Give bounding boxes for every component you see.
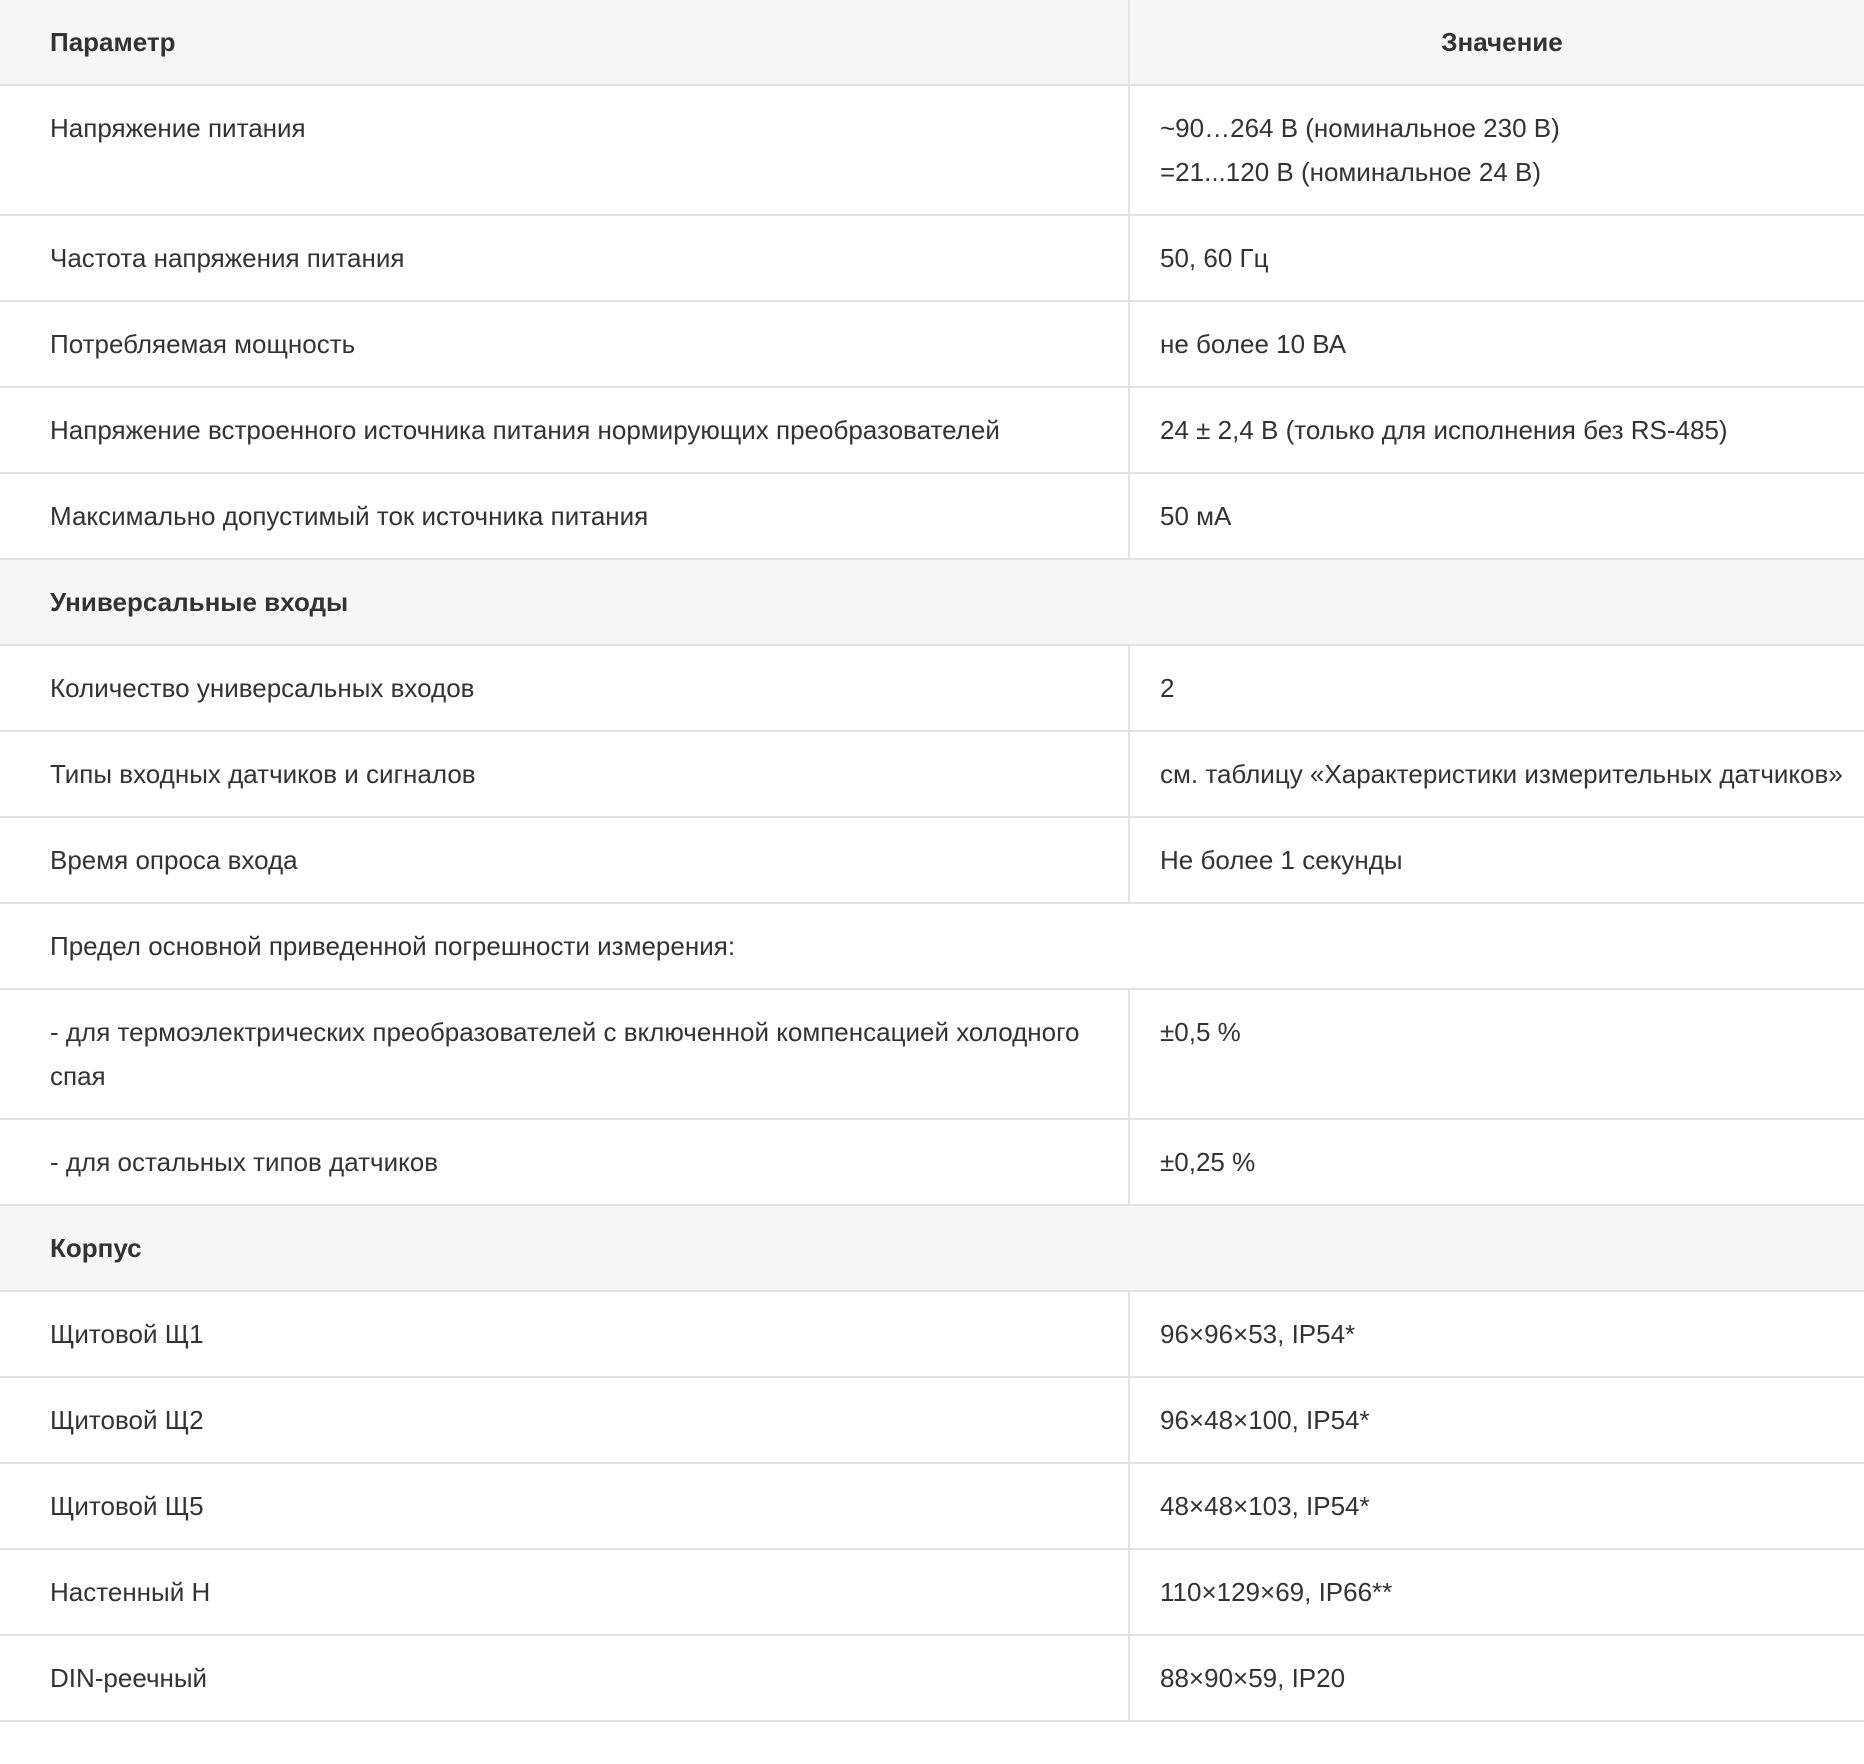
value-cell: 2 <box>1129 645 1864 731</box>
value-cell: 24 ± 2,4 В (только для исполнения без RS-485) <box>1129 387 1864 473</box>
value-cell: ±0,25 % <box>1129 1119 1864 1205</box>
value-cell: см. таблицу «Характеристики измерительных датчиков» <box>1129 731 1864 817</box>
section-title: Корпус <box>0 1205 1129 1291</box>
value-cell: 96×96×53, IP54* <box>1129 1291 1864 1377</box>
table-row <box>0 1119 1864 1205</box>
param-cell: DIN-реечный <box>0 1635 1129 1721</box>
table-row <box>0 1635 1864 1721</box>
table-row <box>0 387 1864 473</box>
table-row <box>0 1377 1864 1463</box>
param-cell: Настенный Н <box>0 1549 1129 1635</box>
table-row <box>0 645 1864 731</box>
table-row <box>0 1463 1864 1549</box>
column-header-parameter: Параметр <box>0 0 1129 85</box>
param-cell: Максимально допустимый ток источника питания <box>0 473 1129 559</box>
param-cell: Щитовой Щ2 <box>0 1377 1129 1463</box>
param-cell: Напряжение встроенного источника питания нормирующих преобразователей <box>0 387 1129 473</box>
table-row <box>0 989 1864 1119</box>
param-cell: - для остальных типов датчиков <box>0 1119 1129 1205</box>
param-cell: - для термоэлектрических преобразователей с включенной компенсацией холодного спая <box>0 989 1129 1119</box>
section-row-universal-inputs <box>0 559 1864 645</box>
column-header-value: Значение <box>1129 0 1864 85</box>
value-line: =21...120 В (номинальное 24 В) <box>1160 157 1541 187</box>
value-cell: 48×48×103, IP54* <box>1129 1463 1864 1549</box>
param-cell: Потребляемая мощность <box>0 301 1129 387</box>
value-line: ~90…264 В (номинальное 230 В) <box>1160 113 1560 143</box>
value-cell: не более 10 ВА <box>1129 301 1864 387</box>
table-row <box>0 301 1864 387</box>
table-row <box>0 817 1864 903</box>
param-cell: Время опроса входа <box>0 817 1129 903</box>
table-row <box>0 215 1864 301</box>
value-cell: 88×90×59, IP20 <box>1129 1635 1864 1721</box>
value-cell: 96×48×100, IP54* <box>1129 1377 1864 1463</box>
value-cell: 50, 60 Гц <box>1129 215 1864 301</box>
table-row <box>0 1549 1864 1635</box>
value-cell: 50 мА <box>1129 473 1864 559</box>
section-title: Универсальные входы <box>0 559 1129 645</box>
param-cell-wide: Предел основной приведенной погрешности измерения: <box>0 903 1864 989</box>
value-cell <box>1129 85 1864 215</box>
table-row <box>0 473 1864 559</box>
param-cell: Напряжение питания <box>0 85 1129 215</box>
section-row-housing <box>0 1205 1864 1291</box>
param-cell: Количество универсальных входов <box>0 645 1129 731</box>
section-filler <box>1129 559 1864 645</box>
value-cell: 110×129×69, IP66** <box>1129 1549 1864 1635</box>
value-cell: ±0,5 % <box>1129 989 1864 1119</box>
value-cell: Не более 1 секунды <box>1129 817 1864 903</box>
param-cell: Щитовой Щ5 <box>0 1463 1129 1549</box>
param-cell: Частота напряжения питания <box>0 215 1129 301</box>
param-cell: Щитовой Щ1 <box>0 1291 1129 1377</box>
section-filler <box>1129 1205 1864 1291</box>
table-row <box>0 731 1864 817</box>
table-row <box>0 903 1864 989</box>
param-cell: Типы входных датчиков и сигналов <box>0 731 1129 817</box>
table-row <box>0 1291 1864 1377</box>
table-header-row <box>0 0 1864 85</box>
table-row <box>0 85 1864 215</box>
